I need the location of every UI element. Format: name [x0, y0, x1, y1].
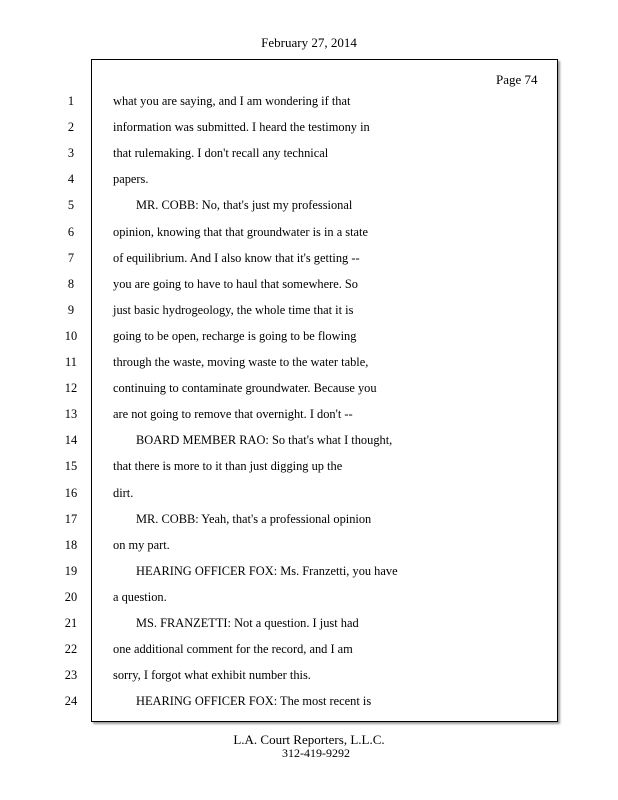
- line-number: 19: [64, 563, 78, 578]
- line-number: 21: [64, 616, 78, 630]
- line-number: 16: [64, 485, 78, 500]
- line-number: 20: [64, 589, 78, 604]
- line-text: that rulemaking. I don't recall any technical: [113, 146, 329, 161]
- line-text: HEARING OFFICER FOX: Ms. Franzetti, you have: [136, 563, 398, 578]
- transcript-line: [0, 486, 618, 504]
- line-text: going to be open, recharge is going to be flowing: [113, 328, 357, 343]
- line-text: information was submitted. I heard the testimony in: [113, 120, 370, 135]
- line-number: 18: [64, 537, 78, 552]
- line-text: of equilibrium. And I also know that it's getting --: [113, 250, 360, 265]
- line-text: just basic hydrogeology, the whole time that it is: [113, 302, 354, 317]
- line-number: 4: [67, 172, 75, 187]
- line-number: 12: [64, 381, 78, 396]
- transcript-line: [0, 433, 618, 451]
- line-text: a question.: [113, 589, 167, 604]
- footer-phone: 312-419-9292: [282, 746, 350, 760]
- transcript-line: [0, 590, 618, 608]
- line-text: MR. COBB: No, that's just my professional: [136, 198, 353, 213]
- transcript-line: [0, 146, 618, 164]
- line-text: that there is more to it than just digging up the: [113, 459, 343, 474]
- line-text: through the waste, moving waste to the water table,: [113, 355, 369, 369]
- line-text: papers.: [113, 172, 149, 187]
- line-number: 10: [64, 328, 78, 343]
- transcript-line: [0, 225, 618, 243]
- transcript-line: [0, 172, 618, 190]
- line-number: 5: [67, 198, 75, 213]
- line-number: 14: [64, 433, 78, 448]
- page-number: Page 74: [496, 72, 538, 87]
- line-number: 9: [67, 302, 75, 317]
- footer-company: L.A. Court Reporters, L.L.C.: [233, 732, 385, 747]
- transcript-line: [0, 277, 618, 295]
- transcript-line: [0, 694, 618, 712]
- line-number: 1: [67, 94, 75, 108]
- line-text: MR. COBB: Yeah, that's a professional opinion: [136, 511, 372, 526]
- transcript-line: [0, 668, 618, 686]
- line-text: MS. FRANZETTI: Not a question. I just had: [136, 616, 359, 630]
- transcript-line: [0, 407, 618, 425]
- line-number: 7: [67, 250, 75, 265]
- line-number: 15: [64, 459, 78, 474]
- transcript-line: [0, 198, 618, 216]
- line-number: 6: [67, 224, 75, 239]
- transcript-line: [0, 616, 618, 634]
- transcript-line: [0, 94, 618, 112]
- line-number: 8: [67, 276, 75, 291]
- transcript-line: [0, 642, 618, 660]
- transcript-line: [0, 329, 618, 347]
- line-number: 3: [67, 146, 75, 161]
- line-text: are not going to remove that overnight. I don't --: [113, 407, 353, 422]
- transcript-line: [0, 355, 618, 373]
- transcript-line: [0, 303, 618, 321]
- line-text: continuing to contaminate groundwater. Because you: [113, 381, 377, 396]
- transcript-line: [0, 381, 618, 399]
- line-text: dirt.: [113, 485, 134, 500]
- line-text: opinion, knowing that that groundwater is in a state: [113, 224, 368, 239]
- line-text: one additional comment for the record, and I am: [113, 642, 353, 657]
- line-text: on my part.: [113, 537, 170, 552]
- line-number: 2: [67, 120, 75, 135]
- transcript-line: [0, 120, 618, 138]
- line-number: 24: [64, 694, 78, 709]
- line-number: 23: [64, 668, 78, 683]
- line-text: HEARING OFFICER FOX: The most recent is: [136, 694, 372, 709]
- line-number: 11: [65, 355, 77, 369]
- transcript-line: [0, 459, 618, 477]
- line-number: 17: [64, 511, 78, 526]
- line-text: BOARD MEMBER RAO: So that's what I thought,: [136, 433, 393, 448]
- line-text: you are going to have to haul that somewhere. So: [113, 276, 358, 291]
- line-number: 22: [64, 642, 78, 657]
- line-number: 13: [64, 407, 78, 422]
- line-text: what you are saying, and I am wondering if that: [113, 94, 351, 108]
- transcript-line: [0, 251, 618, 269]
- line-text: sorry, I forgot what exhibit number this.: [113, 668, 311, 683]
- transcript-line: [0, 512, 618, 530]
- transcript-line: [0, 564, 618, 582]
- transcript-line: [0, 538, 618, 556]
- transcript-date: February 27, 2014: [261, 35, 357, 50]
